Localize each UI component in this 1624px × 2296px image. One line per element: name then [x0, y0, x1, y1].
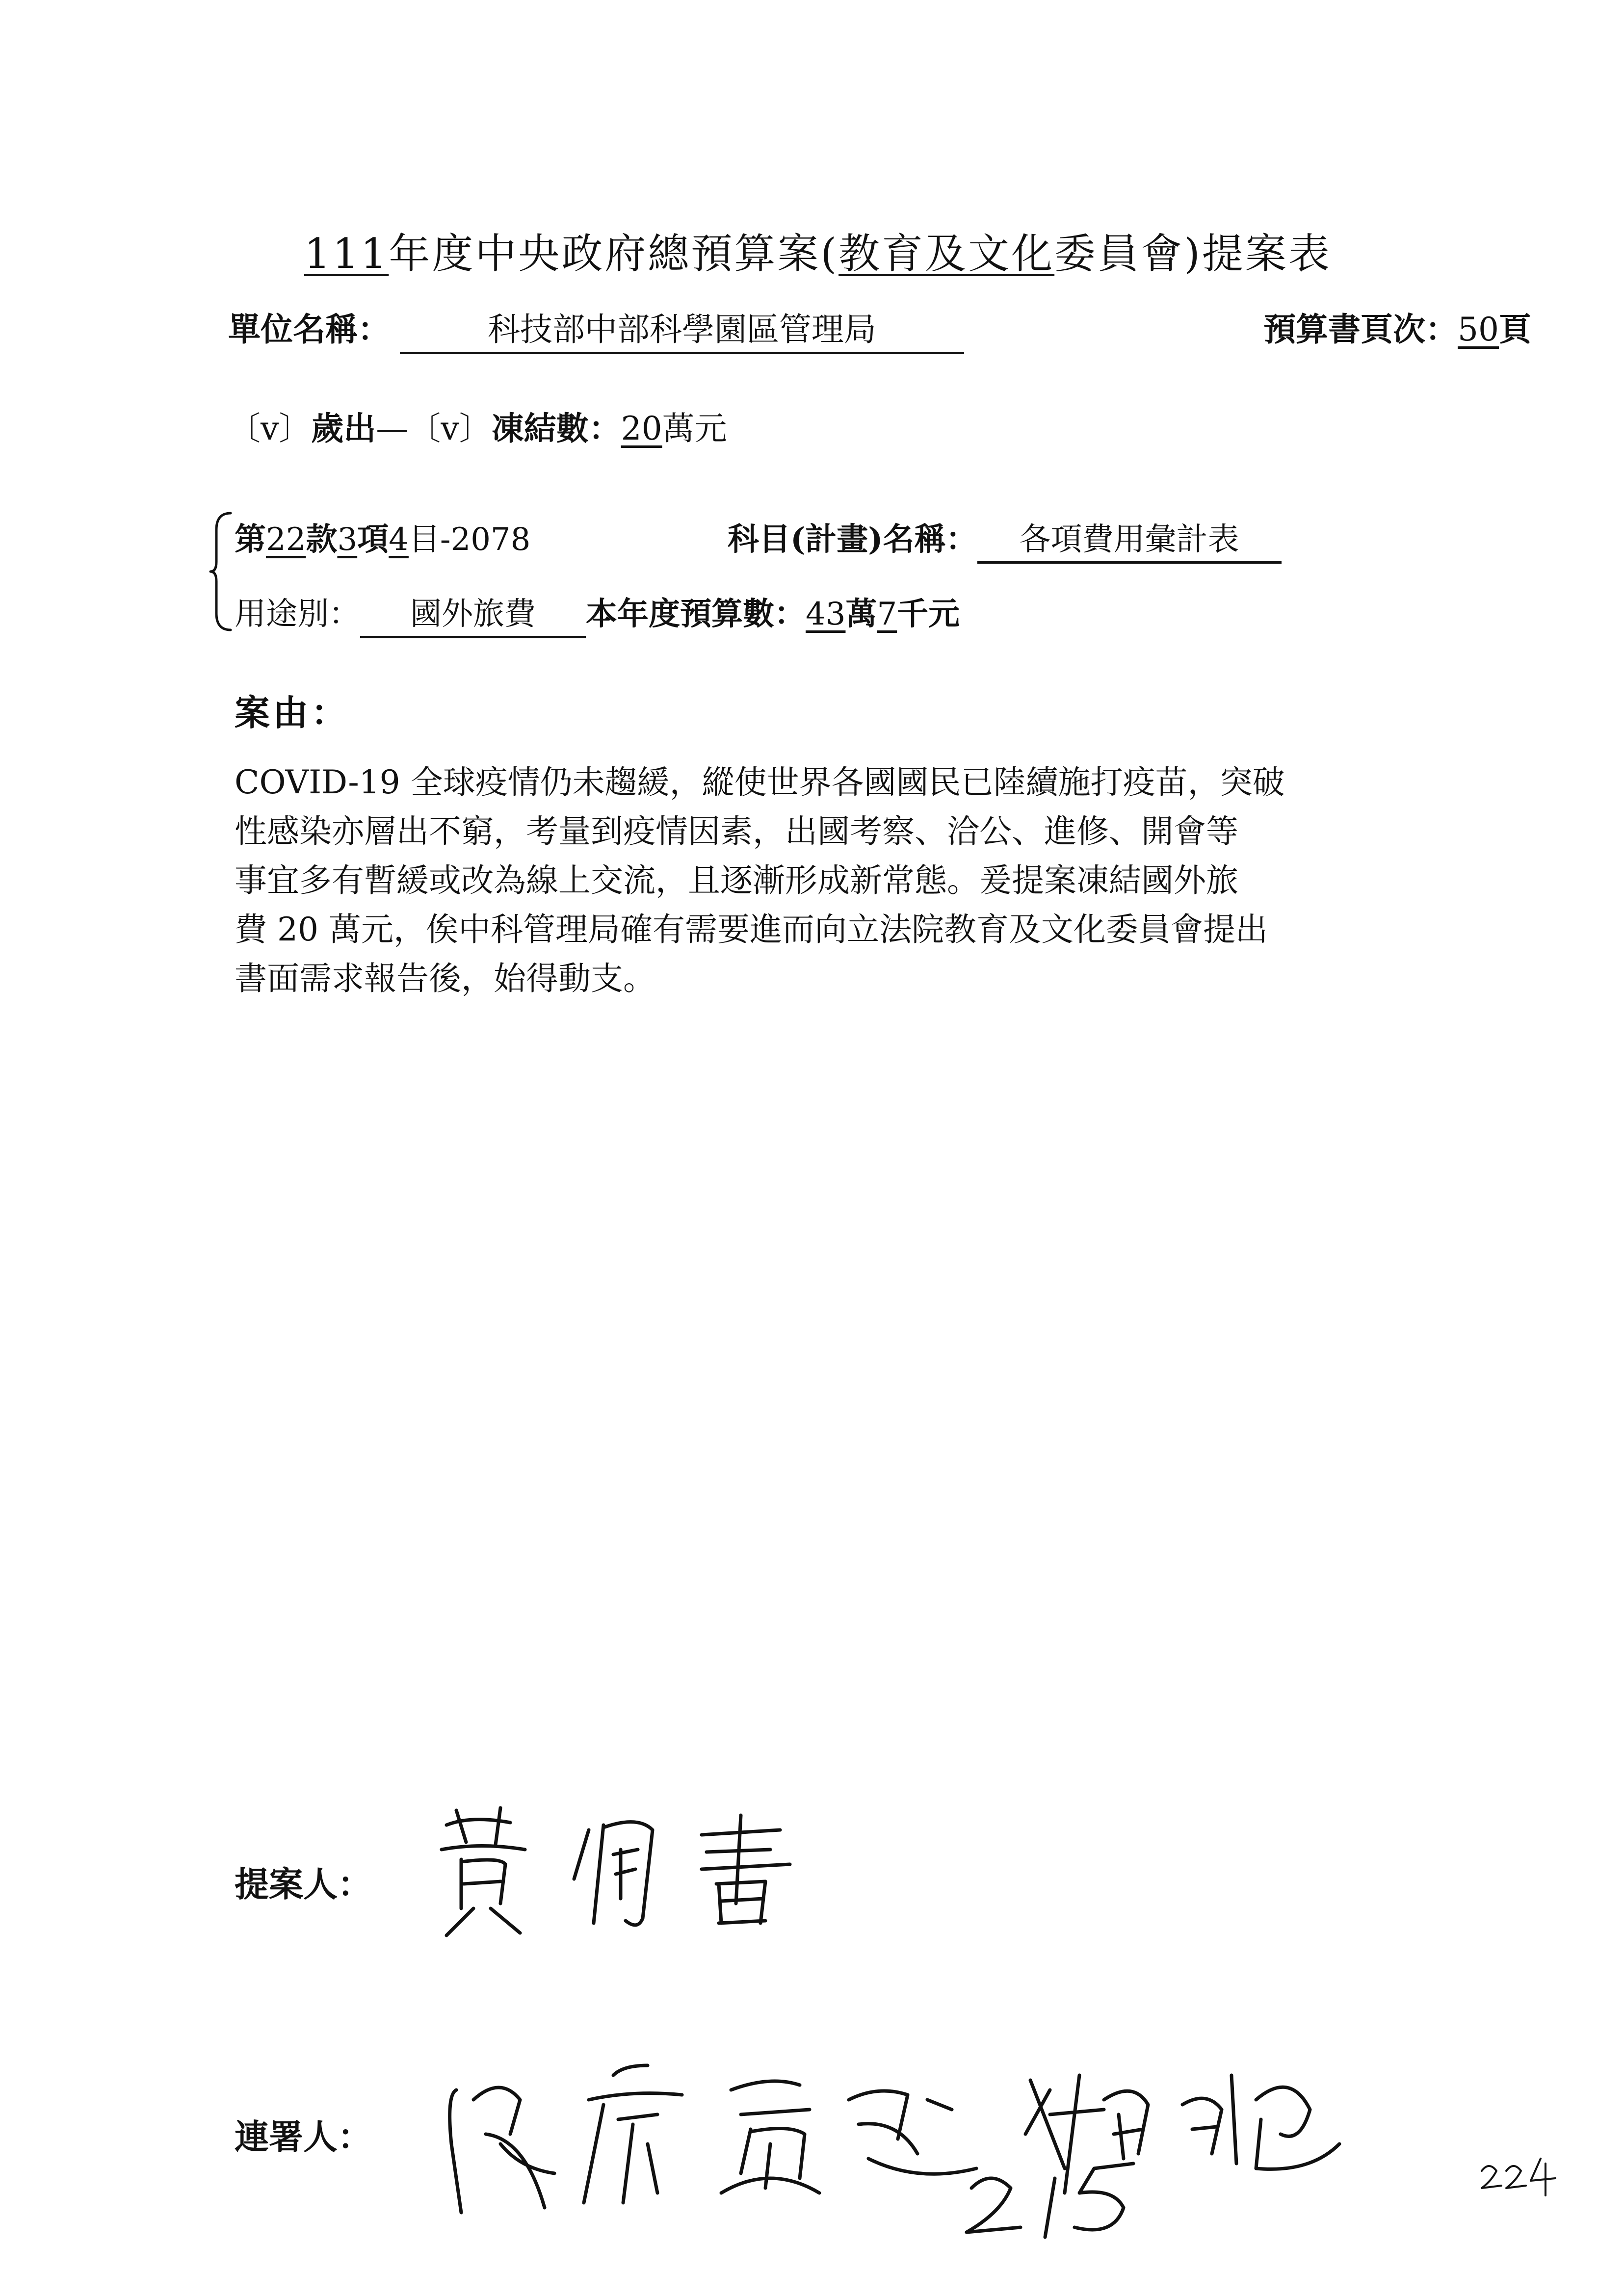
- expenditure-label: 歲出: [311, 409, 376, 447]
- unit-row: [228, 303, 1531, 354]
- freeze-label: 凍結數：: [491, 409, 621, 447]
- budget-item-row: [235, 514, 1239, 559]
- title-committee: 教育及文化: [838, 230, 1055, 278]
- reason-label: 案由：: [235, 692, 350, 733]
- subject-name: 各項費用彙計表: [977, 514, 1282, 564]
- reason-line: 性感染亦層出不窮，考量到疫情因素，出國考察、洽公、進修、開會等: [235, 812, 1238, 850]
- title-prefix: 年度中央政府總預算案(: [389, 230, 839, 278]
- title-suffix: 委員會)提案表: [1054, 230, 1332, 278]
- wan-label: 萬: [845, 596, 877, 632]
- page-reference: [1263, 303, 1531, 350]
- di-label: 第: [235, 521, 266, 558]
- document-title: [304, 221, 1332, 280]
- budget-label: 本年度預算數：: [586, 596, 806, 632]
- page-label: 預算書頁次：: [1263, 310, 1458, 348]
- handwritten-page-number: [1472, 2144, 1570, 2203]
- xiang-value: 3: [337, 522, 358, 558]
- qian-label: 千元: [897, 596, 960, 632]
- reason-body: [235, 758, 1437, 1003]
- usage-label: 用途別：: [235, 596, 360, 632]
- bracket-icon: [209, 510, 233, 633]
- unit-name: 科技部中部科學園區管理局: [400, 303, 964, 354]
- mu-value: 4: [389, 522, 409, 558]
- subject-block: [728, 514, 1282, 564]
- freeze-amount-unit: 萬元: [662, 410, 727, 447]
- budget-qian: 7: [877, 596, 897, 632]
- proposer-label: 提案人：: [235, 1864, 372, 1905]
- cosigner-label: 連署人：: [235, 2116, 372, 2157]
- xiang-label: 項: [357, 521, 389, 558]
- check-expenditure: 〔v〕: [228, 410, 312, 447]
- budget-wan: 43: [806, 596, 846, 632]
- freeze-amount: 20: [621, 410, 662, 447]
- usage-row: [235, 589, 960, 638]
- reason-line: COVID-19 全球疫情仍未趨緩，縱使世界各國國民已陸續施打疫苗，突破: [235, 763, 1285, 801]
- unit-label: 單位名稱：: [228, 310, 390, 348]
- kuan-value: 22: [266, 522, 306, 558]
- title-year: 111: [304, 230, 389, 278]
- usage-value: 國外旅費: [360, 589, 586, 638]
- reason-line: 事宜多有暫緩或改為線上交流，且逐漸形成新常態。爰提案凍結國外旅: [235, 861, 1238, 899]
- page-unit: 頁: [1498, 310, 1531, 348]
- freeze-row: [228, 402, 727, 449]
- reason-line: 書面需求報告後，始得動支。: [235, 960, 655, 997]
- dash: —: [376, 410, 409, 447]
- subject-label: 科目(計畫)名稱：: [728, 521, 977, 558]
- page-value: 50: [1458, 311, 1499, 348]
- reason-line: 費 20 萬元，俟中科管理局確有需要進而向立法院教育及文化委員會提出: [235, 911, 1268, 948]
- cosigner-signatures: [427, 2046, 1477, 2242]
- proposer-signature: [427, 1796, 868, 1943]
- check-freeze: 〔v〕: [408, 410, 492, 447]
- kuan-label: 款: [306, 521, 338, 558]
- mu-label: 目-2078: [408, 522, 531, 558]
